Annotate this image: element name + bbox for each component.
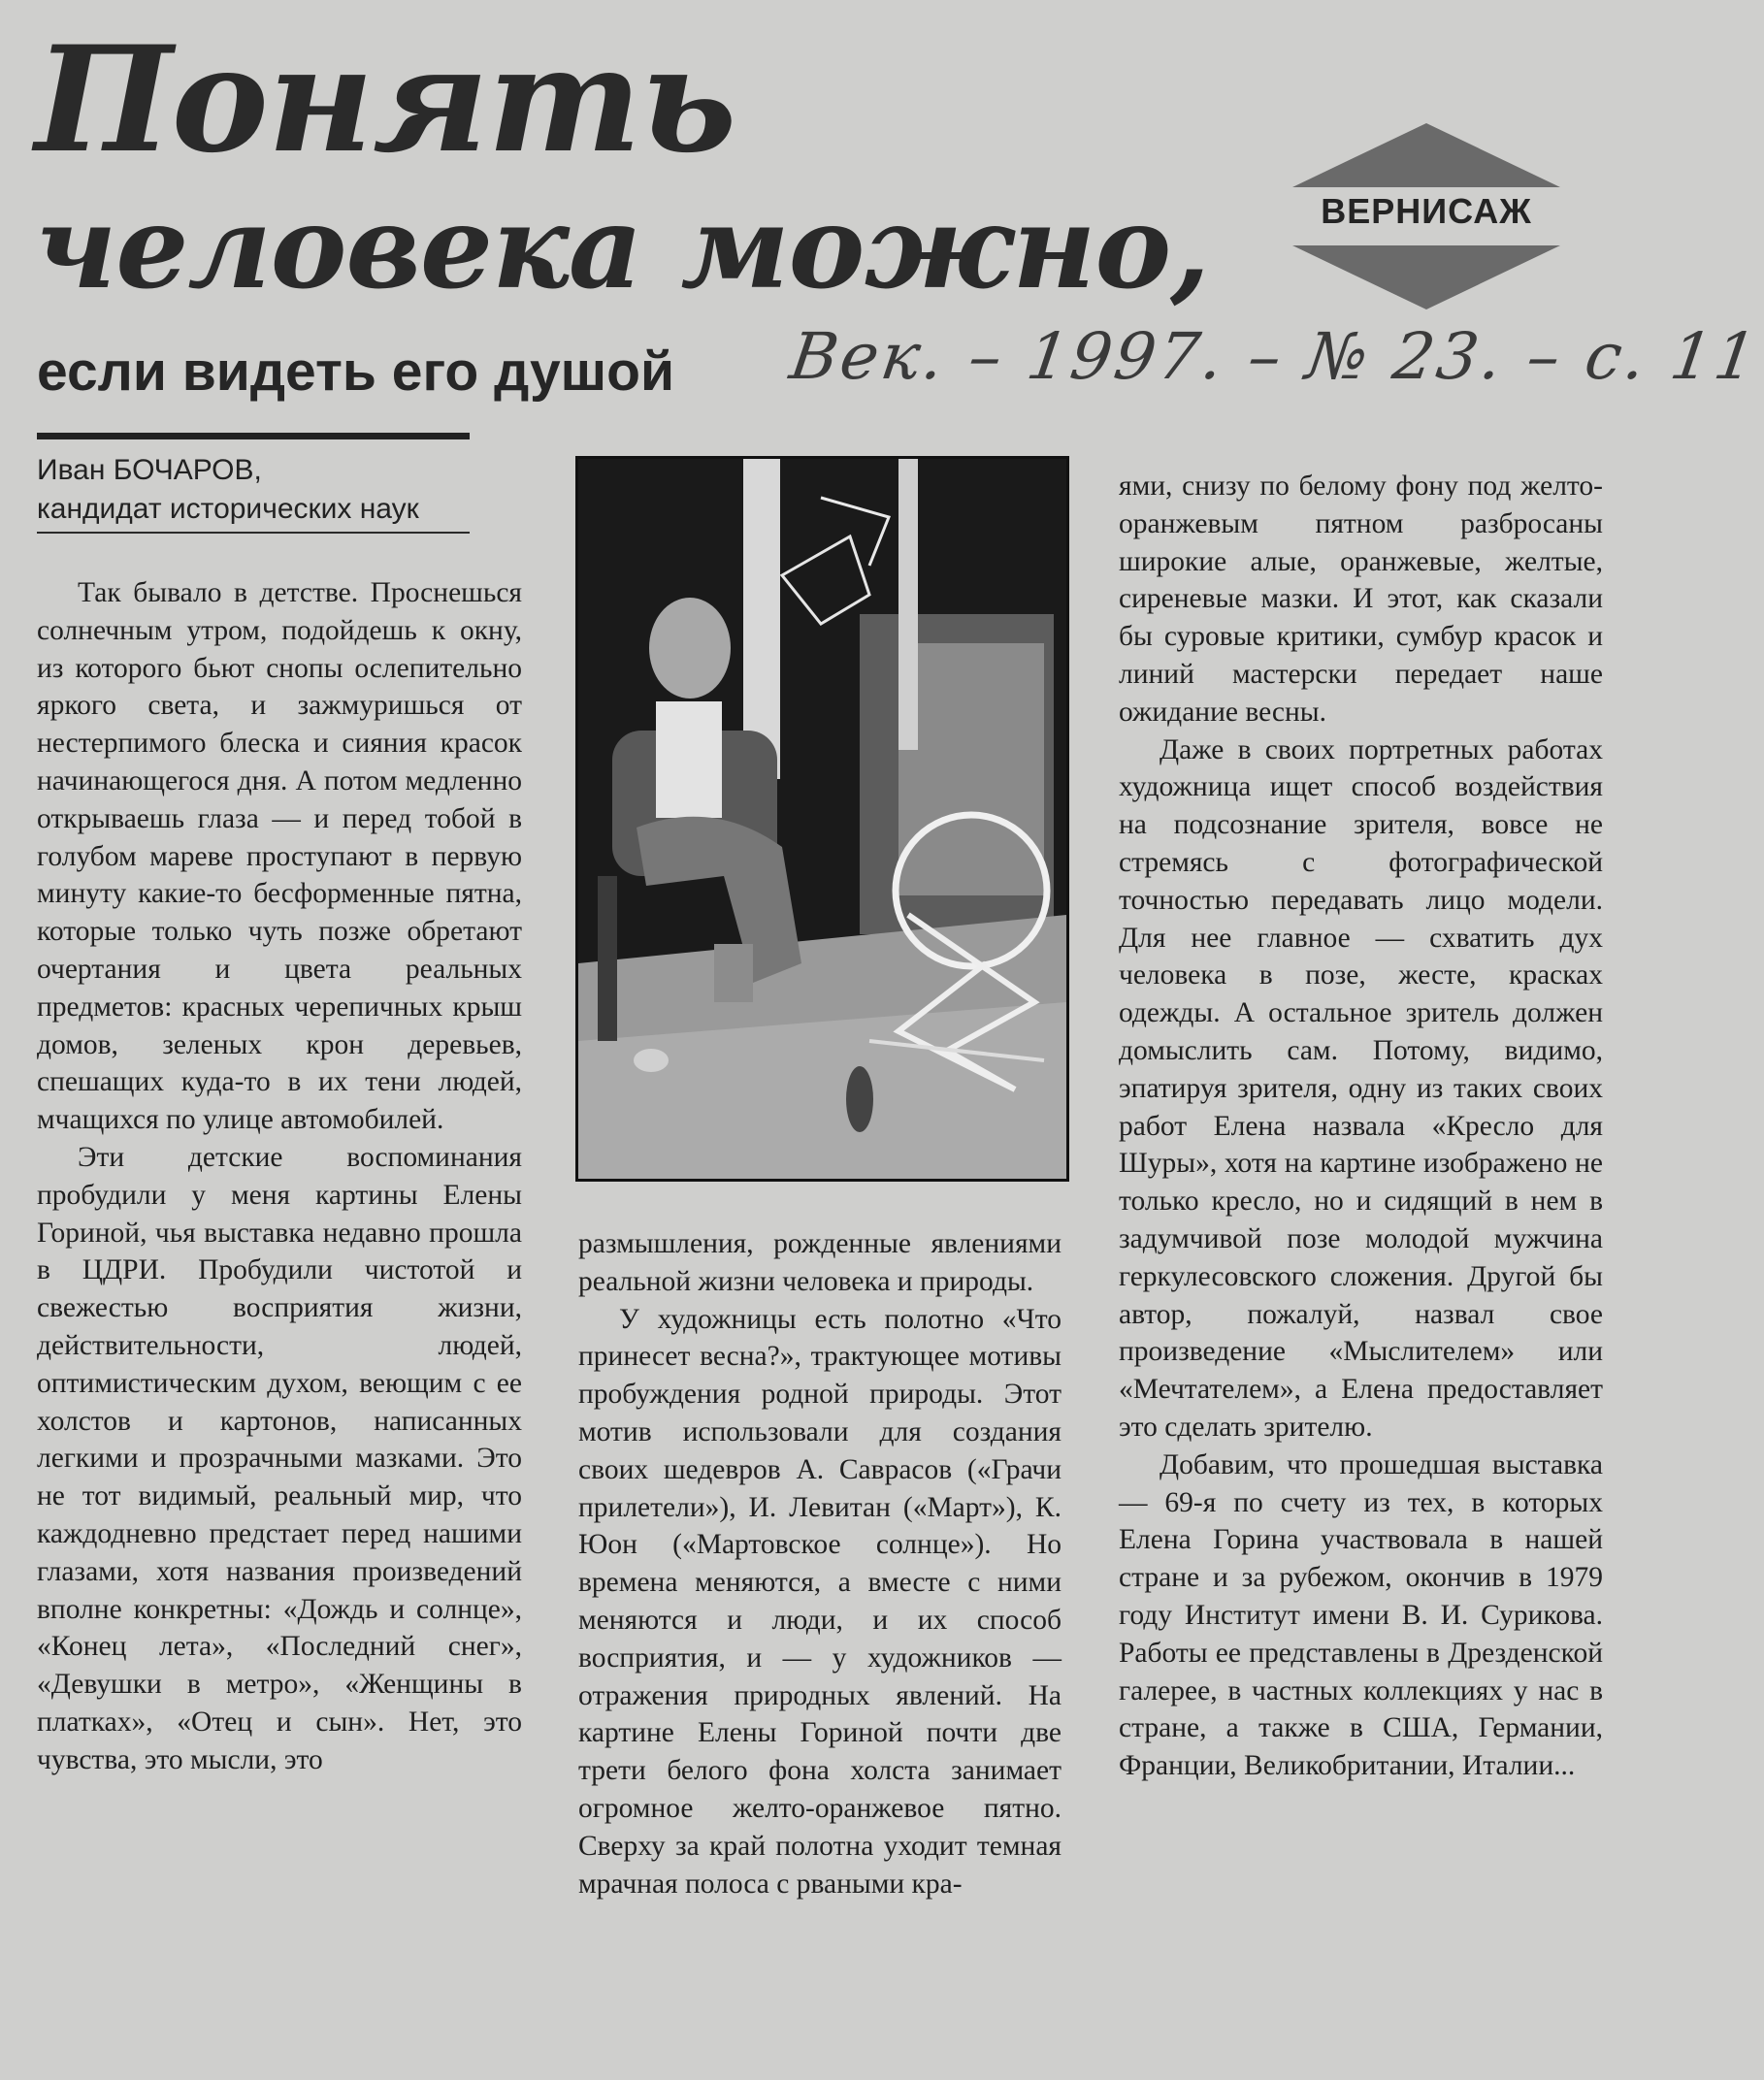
rubric-label: ВЕРНИСАЖ [1321, 191, 1532, 231]
photo-image [578, 459, 1066, 1179]
headline-line-1: Понять [35, 15, 736, 185]
article-column-1 [37, 574, 522, 1779]
article-paragraph: ями, снизу по белому фону под желто-оранжевым пятном разбросаны широкие алые, оранжевые, желтые, сиреневые мазки. И этот, как сказали бы суровые критики, сумбур красок и линий мастерски передает наше ожидание весны. [1119, 471, 1603, 728]
article-paragraph: Добавим, что прошедшая выставка — 69-я по счету из тех, в которых Елена Горина участвовала в нашей стране и за рубежом, окончив в 1979 году Институт имени В. И. Сурикова. Работы ее представлены в Дрезденской галерее, в частных коллекциях у нас в стране, а также в США, Германии, Франции, Великобритании, Италии... [1119, 1448, 1603, 1782]
headline-subtitle: если видеть его душой [37, 341, 675, 403]
byline-rule [37, 433, 470, 439]
article-paragraph: Даже в своих портретных работах художница ищет способ воздействия на подсознание зрителя, вовсе не стремясь с фотографической точностью передавать лицо модели. Для нее главное — схватить дух человека в позе, жесте, красках одежды. А остальное зритель должен домыслить сам. Потому, видимо, эпатируя зрителя, одну из таких своих работ Елена назвала «Кресло для Шуры», хотя на картине изображено не только кресло, но и сидящий в нем в задумчивой позе молодой мужчина геркулесовского сложения. Другой бы автор, пожалуй, назвал свое произведение «Мыслителем» или «Мечтателем», а Елена предоставляет это сделать зрителю. [1119, 733, 1603, 1443]
byline [37, 451, 419, 529]
artist-photo [575, 456, 1069, 1182]
byline-underline [37, 532, 470, 534]
author-name: Иван БОЧАРОВ, [37, 454, 262, 486]
author-title: кандидат исторических наук [37, 493, 419, 525]
article-paragraph: Эти детские воспоминания пробудили у меня картины Елены Гориной, чья выставка недавно прошла в ЦДРИ. Пробудили чистотой и свежестью восприятия жизни, действительности, людей, оптимистическим духом, веющим с ее холстов и картонов, написанных легкими и прозрачными мазками. Это не тот видимый, реальный мир, что каждодневно предстает перед нашими глазами, хотя названия произведений вполне конкретны: «Дождь и солнце», «Конец лета», «Последний снег», «Девушки в метро», «Женщины в платках», «Отец и сын». Нет, это чувства, это мысли, это [37, 1141, 522, 1775]
article-paragraph: Так бывало в детстве. Проснешься солнечным утром, подойдешь к окну, из которого бьют снопы ослепительно яркого света, и зажмуришься от нестерпимого блеска и сияния красок начинающегося дня. А потом медленно открываешь глаза — и перед тобой в голубом мареве проступают в первую минуту какие-то бесформенные пятна, которые только чуть позже обретают очертания и цвета реальных предметов: красных черепичных крыш домов, зеленых крон деревьев, спешащих куда-то в их тени людей, мчащихся по улице автомобилей. [37, 577, 522, 1136]
article-column-3 [1119, 468, 1603, 1785]
headline-line-2: человека можно, [35, 179, 1210, 314]
article-paragraph: размышления, рожденные явлениями реальной жизни человека и природы. [578, 1228, 1062, 1297]
article-paragraph: У художницы есть полотно «Что принесет весна?», трактующее мотивы пробуждения родной природы. Этот мотив использовали для создания своих шедевров А. Саврасов («Грачи прилетели»), И. Левитан («Март»), К. Юон («Мартовское солнце»). Но времена меняются, а вместе с ними меняются и люди, и их способ восприятия, и — у художников — отражения природных явлений. На картине Елены Гориной почти две трети белого фона холста занимает огромное желто-оранжевое пятно. Сверху за край полотна уходит темная мрачная полоса с рваными кра- [578, 1303, 1062, 1900]
rubric-badge [1281, 121, 1572, 315]
article-column-2 [578, 1225, 1062, 1902]
handwritten-citation: Век. – 1997. – № 23. – с. 11 [785, 319, 1764, 394]
